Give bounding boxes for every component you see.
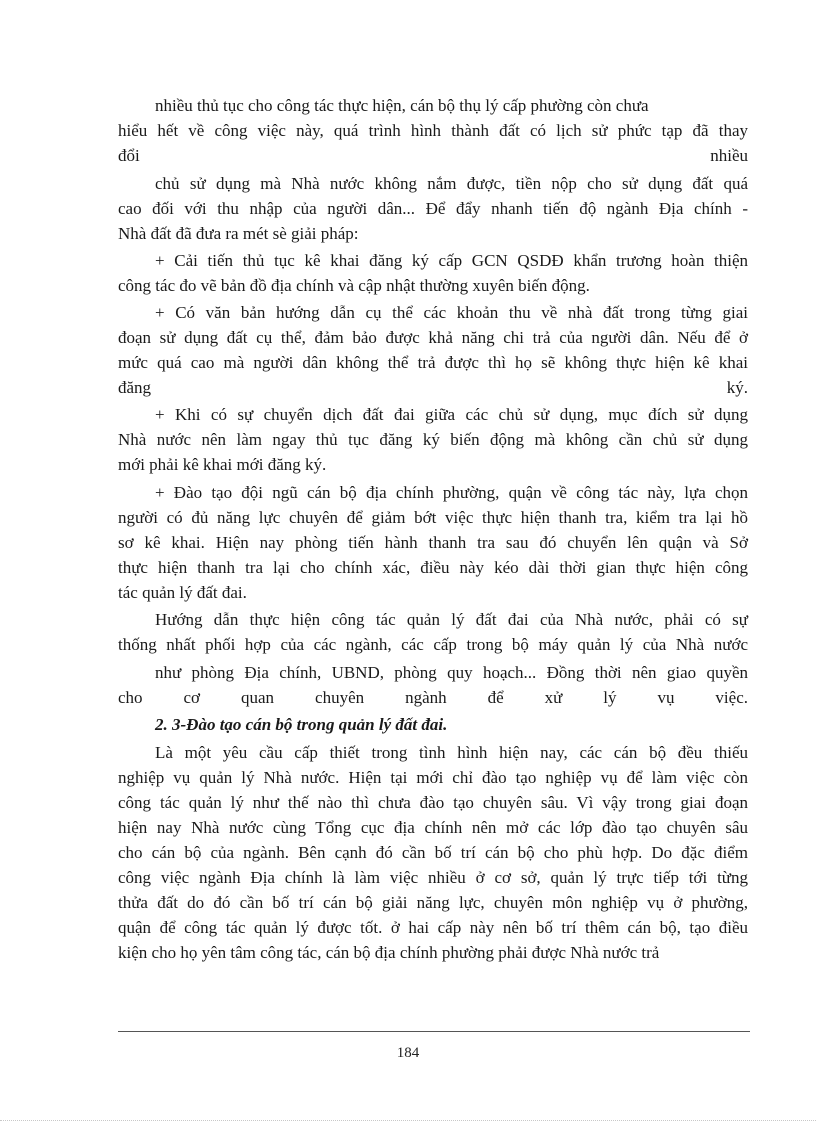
text-line: + Cải tiến thủ tục kê khai đăng ký cấp GCN QSDĐ khẩn trương hoàn thiện [155, 251, 748, 270]
text-line: đăng ký. [118, 378, 748, 397]
text-line: quận để công tác quản lý được tốt. ở hai cấp này nên bố trí thêm cán bộ, tạo điều [118, 918, 748, 937]
text-line: hiện nay Nhà nước cùng Tổng cục địa chính nên mở các lớp đào tạo chuyên sâu [118, 818, 748, 837]
text-line: chủ sử dụng mà Nhà nước không nắm được, tiền nộp cho sử dụng đất quá [155, 174, 748, 193]
text-line: cho cán bộ của ngành. Bên cạnh đó cần bố trí cán bộ cho phù hợp. Do đặc điểm [118, 843, 748, 862]
text-line: Nhà đất đã đưa ra mét sè giải pháp: [118, 224, 359, 243]
text-line: công tác đo vẽ bản đồ địa chính và cập nhật thường xuyên biến động. [118, 276, 590, 295]
text-line: nhiều thủ tục cho công tác thực hiện, cán bộ thụ lý cấp phường còn chưa [155, 96, 649, 115]
text-line: mới phải kê khai mới đăng ký. [118, 455, 327, 474]
text-line: công tác quản lý như thế nào thì chưa đào tạo chuyên sâu. Vì vậy trong giai đoạn [118, 793, 748, 812]
text-line: sơ kê khai. Hiện nay phòng tiến hành thanh tra sau đó chuyển lên quận và Sở [118, 533, 748, 552]
text-line: kiện cho họ yên tâm công tác, cán bộ địa chính phường phải được Nhà nước trả [118, 943, 660, 962]
text-line: hiểu hết về công việc này, quá trình hình thành đất có lịch sử phức tạp đã thay [118, 121, 748, 140]
page-edge-divider [0, 1120, 816, 1121]
section-heading: 2. 3-Đào tạo cán bộ trong quản lý đất đai. [155, 715, 448, 734]
text-line: cao đối với thu nhập của người dân... Để đẩy nhanh tiến độ ngành Địa chính - [118, 199, 748, 218]
text-line: Hướng dẫn thực hiện công tác quản lý đất đai của Nhà nước, phải có sự [155, 610, 748, 629]
text-line: thống nhất phối hợp của các ngành, các cấp trong bộ máy quản lý của Nhà nước [118, 635, 748, 654]
text-line: + Đào tạo đội ngũ cán bộ địa chính phường, quận về công tác này, lựa chọn [155, 483, 748, 502]
text-line: thực hiện thanh tra lại cho chính xác, điều này kéo dài thời gian thực hiện công [118, 558, 748, 577]
text-line: đổi nhiều [118, 146, 748, 165]
text-line: nghiệp vụ quản lý Nhà nước. Hiện tại mới chỉ đào tạo nghiệp vụ để làm việc còn [118, 768, 748, 787]
footer-divider [118, 1031, 750, 1032]
text-line: đoạn sử dụng đất cụ thể, đảm bảo được khả năng chi trả của người dân. Nếu để ở [118, 328, 748, 347]
text-line: mức quá cao mà người dân không thể trả được thì họ sẽ không thực hiện kê khai [118, 353, 748, 372]
text-line: thửa đất do đó cần bố trí cán bộ giải năng lực, chuyên môn nghiệp vụ ở phường, [118, 893, 748, 912]
text-line: người có đủ năng lực chuyên để giảm bớt việc thực hiện thanh tra, kiểm tra lại hồ [118, 508, 748, 527]
text-line: + Khi có sự chuyển dịch đất đai giữa các chủ sử dụng, mục đích sử dụng [155, 405, 748, 424]
text-line: như phòng Địa chính, UBND, phòng quy hoạch... Đồng thời nên giao quyền [155, 663, 748, 682]
text-line: tác quản lý đất đai. [118, 583, 247, 602]
text-line: công việc ngành Địa chính là làm việc nhiều ở cơ sở, quản lý trực tiếp tới từng [118, 868, 748, 887]
text-line: cho cơ quan chuyên ngành để xử lý vụ việc. [118, 688, 748, 707]
text-line: Nhà nước nên làm ngay thủ tục đăng ký biến động mà không cần chủ sử dụng [118, 430, 748, 449]
text-line: + Có văn bản hướng dẫn cụ thể các khoản thu về nhà đất trong từng giai [155, 303, 748, 322]
page-number: 184 [396, 1045, 420, 1061]
text-line: Là một yêu cầu cấp thiết trong tình hình hiện nay, các cán bộ đều thiếu [155, 743, 748, 762]
